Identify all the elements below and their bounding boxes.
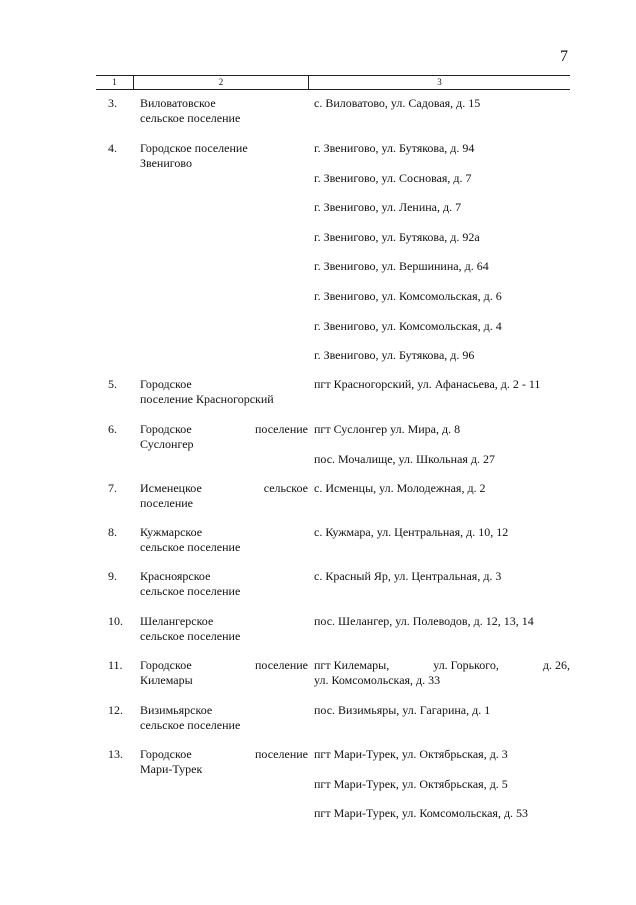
address-item: [314, 703, 570, 718]
row-number: 10.: [108, 614, 123, 628]
address-list: [314, 703, 570, 718]
settlement-name-word: Исменецкое: [140, 481, 202, 495]
address-text: г. Звенигово, ул. Бутякова, д. 94: [314, 141, 475, 155]
settlement-name-line: [140, 496, 308, 511]
settlement-name-line: [140, 614, 308, 629]
address-list: [314, 422, 570, 467]
row-number: 6.: [108, 422, 117, 436]
address-text: г. Звенигово, ул. Бутякова, д. 92а: [314, 229, 480, 244]
settlement-name-word: сельское поселение: [140, 629, 241, 643]
settlement-name-line: [140, 540, 308, 555]
address-text: пгт Суслонгер ул. Мира, д. 8: [314, 422, 461, 436]
address-text: пгт Мари-Турек, ул. Комсомольская, д. 53: [314, 806, 529, 821]
address-text: пгт Килемары,: [314, 658, 390, 672]
settlement-name-word: Кужмарское: [140, 525, 203, 539]
address-item: [314, 614, 570, 629]
address-list: [314, 377, 570, 392]
settlement-name-line: [140, 111, 308, 126]
row-number: 5.: [108, 377, 117, 391]
address-item: [314, 289, 570, 304]
settlement-name-line: [140, 584, 308, 599]
address-text: пгт Мари-Турек, ул. Октябрьская, д. 3: [314, 747, 508, 761]
settlement-name-line: [140, 141, 308, 156]
address-text: пгт Мари-Турек, ул. Октябрьская, д. 5: [314, 776, 508, 791]
address-list: [314, 96, 570, 111]
address-list: [314, 141, 570, 363]
settlement-name-word: Городское: [140, 747, 192, 761]
address-item: [314, 377, 570, 392]
address-item: [314, 319, 570, 334]
settlement-name-word: Звенигово: [140, 156, 192, 170]
settlement-name: [140, 658, 308, 688]
address-item: [314, 259, 570, 274]
settlement-name: [140, 569, 308, 599]
header-col-2: 2: [134, 76, 309, 89]
row-number: 11.: [108, 658, 123, 672]
row-number: 7.: [108, 481, 117, 495]
address-list: [314, 525, 570, 540]
address-text: ул. Комсомольская, д. 33: [314, 673, 441, 687]
settlement-name-word: поселение: [254, 422, 308, 436]
settlement-name: [140, 747, 308, 777]
settlement-name: [140, 525, 308, 555]
settlement-name: [140, 96, 308, 126]
address-list: [314, 614, 570, 629]
address-item: [314, 200, 570, 215]
address-item: [314, 96, 570, 111]
settlement-name-word: поселение Красногорский: [140, 392, 274, 406]
settlement-name-word: Суслонгер: [140, 437, 194, 451]
settlement-name: [140, 377, 308, 407]
address-item: [314, 658, 570, 673]
address-item: [314, 452, 570, 467]
address-item: [314, 141, 570, 156]
address-item: [314, 569, 570, 584]
settlement-name: [140, 481, 308, 511]
address-list: [314, 569, 570, 584]
settlement-name-word: Килемары: [140, 673, 193, 687]
address-text: г. Звенигово, ул. Комсомольская, д. 6: [314, 288, 502, 303]
header-col-1: 1: [96, 76, 134, 89]
address-text: ул. Горького,: [433, 658, 499, 672]
settlement-name-line: [140, 525, 308, 540]
settlement-name-word: Красноярское: [140, 569, 211, 583]
settlement-name-word: сельское поселение: [140, 111, 241, 125]
row-number: 13.: [108, 747, 123, 761]
address-item: [314, 230, 570, 245]
address-item: [314, 777, 570, 792]
settlement-name: [140, 141, 308, 171]
address-text: г. Звенигово, ул. Бутякова, д. 96: [314, 348, 475, 363]
settlement-name: [140, 422, 308, 452]
settlement-name-word: Мари-Турек: [140, 762, 203, 776]
address-item: [314, 747, 570, 762]
settlement-name-word: поселение: [254, 658, 308, 672]
address-text: с. Красный Яр, ул. Центральная, д. 3: [314, 569, 502, 583]
settlement-name-word: сельское поселение: [140, 584, 241, 598]
address-text: пос. Шелангер, ул. Полеводов, д. 12, 13, 14: [314, 614, 534, 628]
address-text: с. Кужмара, ул. Центральная, д. 10, 12: [314, 525, 509, 539]
address-text: пгт Красногорский, ул. Афанасьева, д. 2 - 11: [314, 377, 541, 391]
settlement-name: [140, 703, 308, 733]
settlement-name-line: [140, 569, 308, 584]
address-item: [314, 171, 570, 186]
settlement-name-word: сельское поселение: [140, 540, 241, 554]
row-number: 12.: [108, 703, 123, 717]
settlement-name-line: [140, 762, 308, 777]
settlement-name-word: поселение: [140, 496, 194, 510]
address-text: г. Звенигово, ул. Ленина, д. 7: [314, 200, 462, 215]
page-number: 7: [560, 48, 568, 65]
address-text: г. Звенигово, ул. Комсомольская, д. 4: [314, 318, 502, 333]
address-list: [314, 481, 570, 496]
settlement-name-word: сельское поселение: [140, 718, 241, 732]
settlement-name-line: [140, 673, 308, 688]
address-text: с. Исменцы, ул. Молодежная, д. 2: [314, 481, 486, 495]
address-text: г. Звенигово, ул. Вершинина, д. 64: [314, 259, 489, 274]
settlement-name: [140, 614, 308, 644]
address-list: [314, 658, 570, 688]
address-item: [314, 673, 570, 688]
settlement-name-line: [140, 718, 308, 733]
settlement-name-line: [140, 437, 308, 452]
address-text: пос. Мочалище, ул. Школьная д. 27: [314, 451, 496, 466]
address-item: [314, 806, 570, 821]
settlement-name-line: [140, 703, 308, 718]
header-col-3: 3: [437, 77, 442, 87]
settlement-name-line: [140, 392, 308, 407]
address-text: д. 26,: [542, 658, 570, 672]
settlement-name-line: [140, 96, 308, 111]
settlement-name-word: Шелангерское: [140, 614, 214, 628]
settlement-name-word: Городское поселение: [140, 141, 248, 155]
settlement-name-line: [140, 377, 308, 392]
settlement-name-word: Городское: [140, 658, 192, 672]
address-item: [314, 422, 570, 437]
settlement-name-word: Визимьярское: [140, 703, 213, 717]
settlement-name-word: Городское: [140, 377, 192, 391]
address-text: с. Виловатово, ул. Садовая, д. 15: [314, 96, 481, 110]
settlement-name-line: [140, 629, 308, 644]
settlement-name-line: [140, 747, 308, 762]
settlement-name-word: Виловатовское: [140, 96, 216, 110]
address-item: [314, 525, 570, 540]
settlement-name-word: сельское: [263, 481, 308, 495]
settlement-name-word: поселение: [254, 747, 308, 761]
settlement-name-line: [140, 481, 308, 496]
row-number: 4.: [108, 141, 117, 155]
row-number: 3.: [108, 96, 117, 110]
address-text: г. Звенигово, ул. Сосновая, д. 7: [314, 170, 472, 185]
row-number: 8.: [108, 525, 117, 539]
table-header: [96, 75, 570, 90]
settlement-name-line: [140, 422, 308, 437]
address-item: [314, 348, 570, 363]
address-text: пос. Визимьяры, ул. Гагарина, д. 1: [314, 703, 491, 717]
settlement-name-word: Городское: [140, 422, 192, 436]
settlement-name-line: [140, 658, 308, 673]
row-number: 9.: [108, 569, 117, 583]
address-item: [314, 481, 570, 496]
settlement-name-line: [140, 156, 308, 171]
address-list: [314, 747, 570, 821]
